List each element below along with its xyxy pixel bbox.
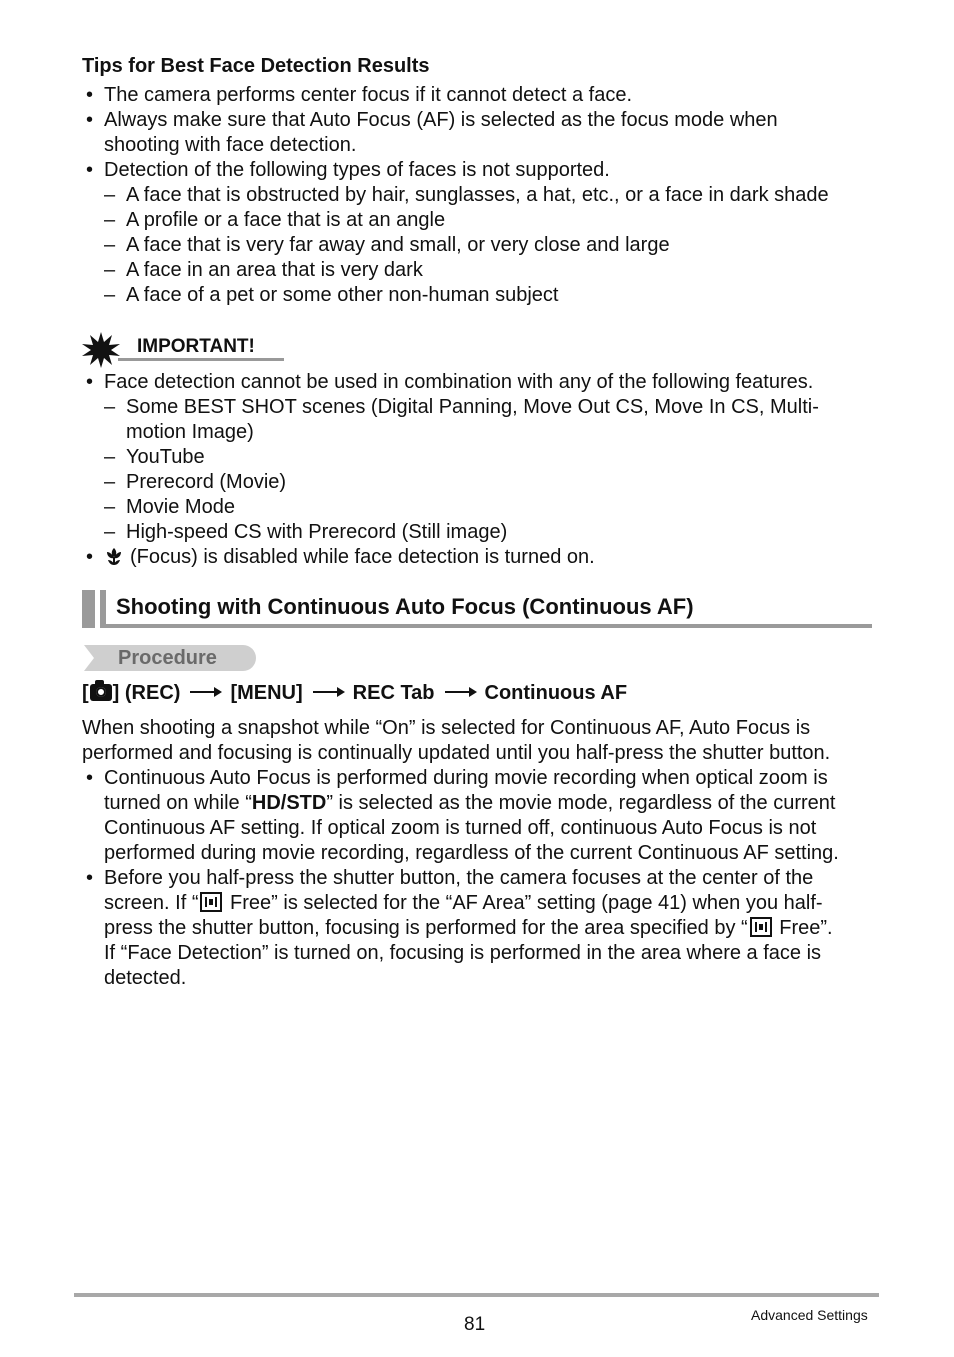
text-run: ” is selected as the movie mode, regardless of the current <box>326 792 836 814</box>
important-label: IMPORTANT! <box>137 336 255 357</box>
bullet-marker: • <box>86 84 94 106</box>
section-bullet-1-line-4: performed during movie recording, regardless of the current Continuous AF setting. <box>104 842 839 864</box>
section-bullet-1-line-3: Continuous AF setting. If optical zoom is turned off, continuous Auto Focus is not <box>104 817 817 839</box>
tip-sub-2: A profile or a face that is at an angle <box>126 209 446 231</box>
important-sub-1-line-1: Some BEST SHOT scenes (Digital Panning, Move Out CS, Move In CS, Multi- <box>126 396 819 418</box>
tips-heading: Tips for Best Face Detection Results <box>82 55 430 77</box>
proc-rec: ] (REC) <box>112 682 181 704</box>
section-bar-wide <box>82 590 95 628</box>
footer-rule <box>74 1293 879 1297</box>
section-underline <box>106 624 872 628</box>
procedure-path <box>82 681 627 706</box>
important-sub-4: Movie Mode <box>126 496 235 518</box>
tip-2-line-2: shooting with face detection. <box>104 134 357 156</box>
important-bullet-2-text: (Focus) is disabled while face detection is turned on. <box>130 546 595 568</box>
tip-2-line-1: Always make sure that Auto Focus (AF) is selected as the focus mode when <box>104 109 778 131</box>
section-bullet-2-line-2 <box>104 891 823 916</box>
proc-item: Continuous AF <box>484 682 628 704</box>
dash-marker: – <box>104 446 116 468</box>
proc-tab: REC Tab <box>352 682 435 704</box>
camera-icon <box>90 684 112 701</box>
tip-sub-3: A face that is very far away and small, or very close and large <box>126 234 670 256</box>
af-area-free-icon <box>200 892 222 912</box>
dash-marker: – <box>104 209 116 231</box>
section-bullet-1-line-2 <box>104 791 835 816</box>
tip-1: The camera performs center focus if it cannot detect a face. <box>104 84 633 106</box>
page-number: 81 <box>464 1314 486 1335</box>
hd-std-term: HD/STD <box>251 792 327 814</box>
text-run: press the shutter button, focusing is performed for the area specified by “ <box>104 917 748 939</box>
bullet-marker: • <box>86 159 94 181</box>
macro-flower-icon <box>104 546 124 566</box>
bullet-marker: • <box>86 767 94 789</box>
section-bullet-1-line-1: Continuous Auto Focus is performed during movie recording when optical zoom is <box>104 767 828 789</box>
section-bullet-2-line-1: Before you half-press the shutter button, the camera focuses at the center of the <box>104 867 814 889</box>
proc-menu: [MENU] <box>230 682 303 704</box>
important-underline <box>118 358 284 361</box>
starburst-icon <box>82 332 120 368</box>
tip-3: Detection of the following types of faces is not supported. <box>104 159 610 181</box>
text-run: screen. If “ <box>104 892 199 914</box>
section-bar-narrow <box>100 590 106 628</box>
af-area-free-icon <box>750 917 772 937</box>
dash-marker: – <box>104 496 116 518</box>
important-sub-1-line-2: motion Image) <box>126 421 254 443</box>
dash-marker: – <box>104 471 116 493</box>
dash-marker: – <box>104 521 116 543</box>
bullet-marker: • <box>86 867 94 889</box>
tip-sub-1: A face that is obstructed by hair, sunglasses, a hat, etc., or a face in dark shade <box>126 184 829 206</box>
bullet-marker: • <box>86 546 94 568</box>
important-sub-2: YouTube <box>126 446 205 468</box>
arrow-right-icon <box>313 691 343 693</box>
arrow-right-icon <box>190 691 220 693</box>
tip-sub-4: A face in an area that is very dark <box>126 259 423 281</box>
bullet-marker: • <box>86 109 94 131</box>
procedure-notch <box>84 645 94 671</box>
dash-marker: – <box>104 284 116 306</box>
footer-section-name: Advanced Settings <box>751 1307 868 1323</box>
bullet-marker: • <box>86 371 94 393</box>
dash-marker: – <box>104 184 116 206</box>
dash-marker: – <box>104 396 116 418</box>
text-run: Free” is selected for the “AF Area” setting (page 41) when you half- <box>224 892 823 914</box>
arrow-right-icon <box>445 691 475 693</box>
section-title: Shooting with Continuous Auto Focus (Continuous AF) <box>116 594 694 619</box>
section-bullet-2-line-4: If “Face Detection” is turned on, focusing is performed in the area where a face is <box>104 942 822 964</box>
important-bullet-2 <box>104 545 595 570</box>
dash-marker: – <box>104 259 116 281</box>
dash-marker: – <box>104 234 116 256</box>
section-bullet-2-line-5: detected. <box>104 967 187 989</box>
procedure-label: Procedure <box>118 647 217 669</box>
tip-sub-5: A face of a pet or some other non-human subject <box>126 284 559 306</box>
body-para-line-2: performed and focusing is continually updated until you half-press the shutter button. <box>82 742 831 764</box>
important-sub-5: High-speed CS with Prerecord (Still image) <box>126 521 508 543</box>
important-bullet-1: Face detection cannot be used in combination with any of the following features. <box>104 371 814 393</box>
important-sub-3: Prerecord (Movie) <box>126 471 287 493</box>
proc-open-bracket: [ <box>82 682 89 704</box>
text-run: turned on while “ <box>104 792 252 814</box>
section-bullet-2-line-3 <box>104 916 833 941</box>
body-para-line-1: When shooting a snapshot while “On” is selected for Continuous AF, Auto Focus is <box>82 717 811 739</box>
text-run: Free”. <box>773 917 833 939</box>
